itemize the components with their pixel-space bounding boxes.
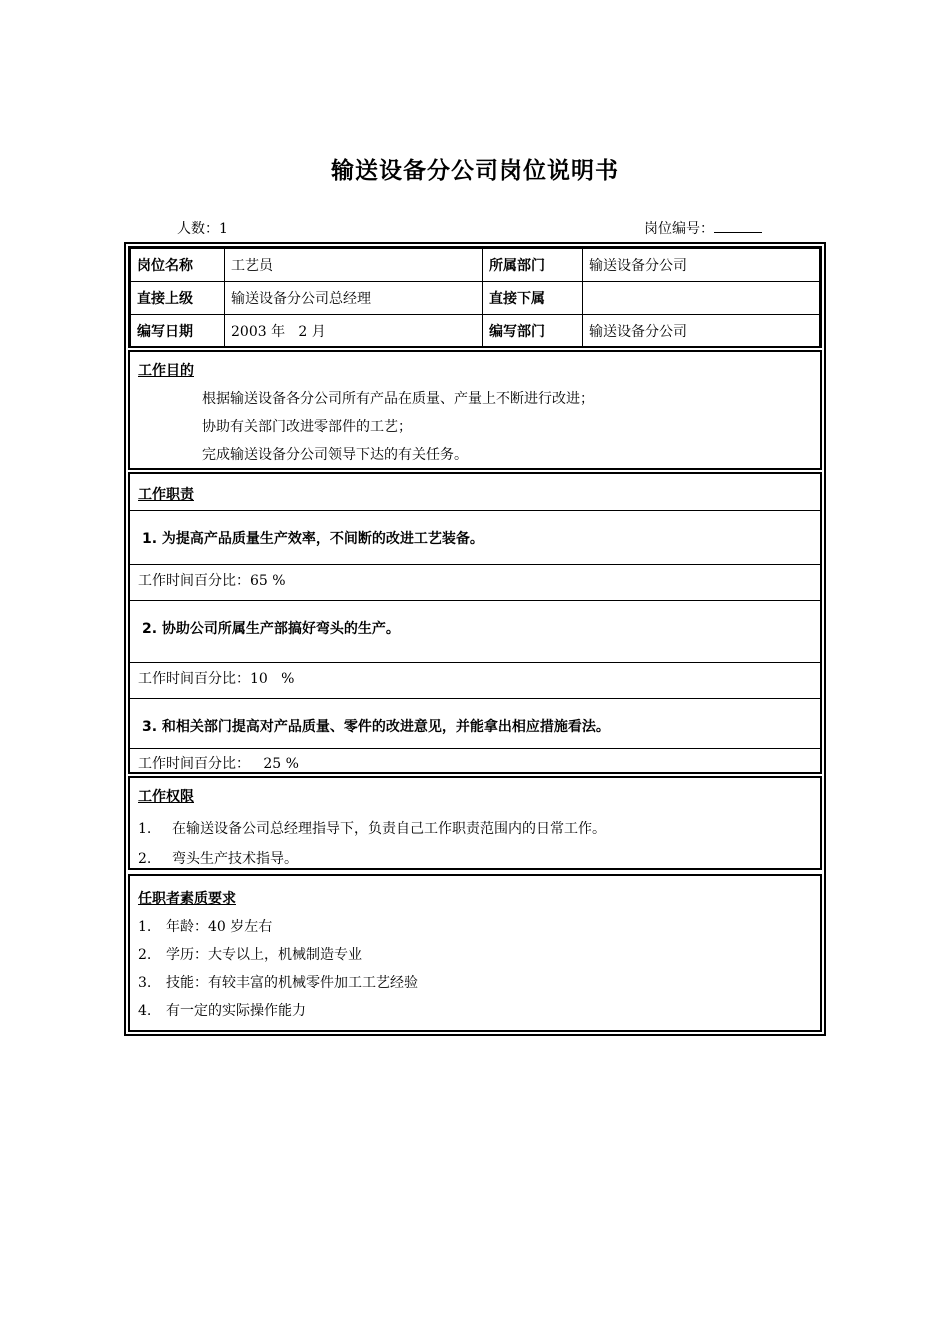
duty-item: 1. 为提高产品质量生产效率，不间断的改进工艺装备。 [142,531,484,547]
divider [130,510,820,511]
list-item [172,388,594,408]
requirement-text: 学历：大专以上，机械制造专业 [166,947,362,963]
list-item [138,1000,306,1020]
requirement-text: 有一定的实际操作能力 [166,1003,306,1019]
author-dept-value: 输送设备分公司 [583,315,820,348]
department-label: 所属部门 [483,249,583,282]
position-number-label: 岗位编号： [644,221,714,237]
duty-percentage: 工作时间百分比： 25 % [138,756,299,772]
position-number [644,218,762,238]
requirement-text: 技能：有较丰富的机械零件加工工艺经验 [166,975,418,991]
page-title: 输送设备分公司岗位说明书 [331,158,619,184]
duty-item: 3. 和相关部门提高对产品质量、零件的改进意见，并能拿出相应措施看法。 [142,719,610,735]
item-number: 3. [138,975,152,991]
item-number: 2. [138,947,152,963]
requirement-text: 年龄：40 岁左右 [166,919,273,935]
headcount: 人数：1 [177,221,228,237]
list-item [138,944,362,964]
list-item [172,444,468,464]
list-item [138,916,272,936]
duties-section [128,472,822,774]
position-number-blank [714,220,762,233]
requirements-section [128,874,822,1032]
superior-label: 直接上级 [131,282,225,315]
list-item [138,972,418,992]
info-section [128,246,822,348]
date-value: 2003 年 2 月 [225,315,483,348]
duty-item: 2. 协助公司所属生产部搞好弯头的生产。 [142,621,400,637]
author-dept-label: 编写部门 [483,315,583,348]
superior-value: 输送设备分公司总经理 [225,282,483,315]
duty-percentage: 工作时间百分比：65 % [138,573,286,589]
authority-heading: 工作权限 [138,789,194,805]
duties-heading: 工作职责 [138,487,194,503]
list-item [138,848,298,868]
divider [130,662,820,663]
table-row [131,282,820,315]
purpose-text: 完成输送设备分公司领导下达的有关任务。 [202,447,468,463]
date-label: 编写日期 [131,315,225,348]
authority-text: 弯头生产技术指导。 [172,851,298,867]
subordinate-label: 直接下属 [483,282,583,315]
divider [130,698,820,699]
list-item [138,818,606,838]
purpose-text: 根据输送设备各分公司所有产品在质量、产量上不断进行改进； [202,391,594,407]
department-value: 输送设备分公司 [583,249,820,282]
requirements-heading: 任职者素质要求 [138,891,236,907]
position-name-label: 岗位名称 [131,249,225,282]
divider [130,748,820,749]
item-number: 1. [138,821,152,837]
item-number: 4. [138,1003,152,1019]
authority-text: 在输送设备公司总经理指导下，负责自己工作职责范围内的日常工作。 [172,821,606,837]
table-row [131,315,820,348]
item-number: 2. [138,851,152,867]
table-row [131,249,820,282]
divider [130,564,820,565]
duty-percentage: 工作时间百分比：10 % [138,671,295,687]
item-number: 1. [138,919,152,935]
position-name-value: 工艺员 [225,249,483,282]
divider [130,600,820,601]
purpose-heading: 工作目的 [138,363,194,379]
authority-section [128,776,822,870]
list-item [172,416,412,436]
subordinate-value [583,282,820,315]
info-table [130,248,820,348]
purpose-text: 协助有关部门改进零部件的工艺； [202,419,412,435]
purpose-section [128,350,822,470]
